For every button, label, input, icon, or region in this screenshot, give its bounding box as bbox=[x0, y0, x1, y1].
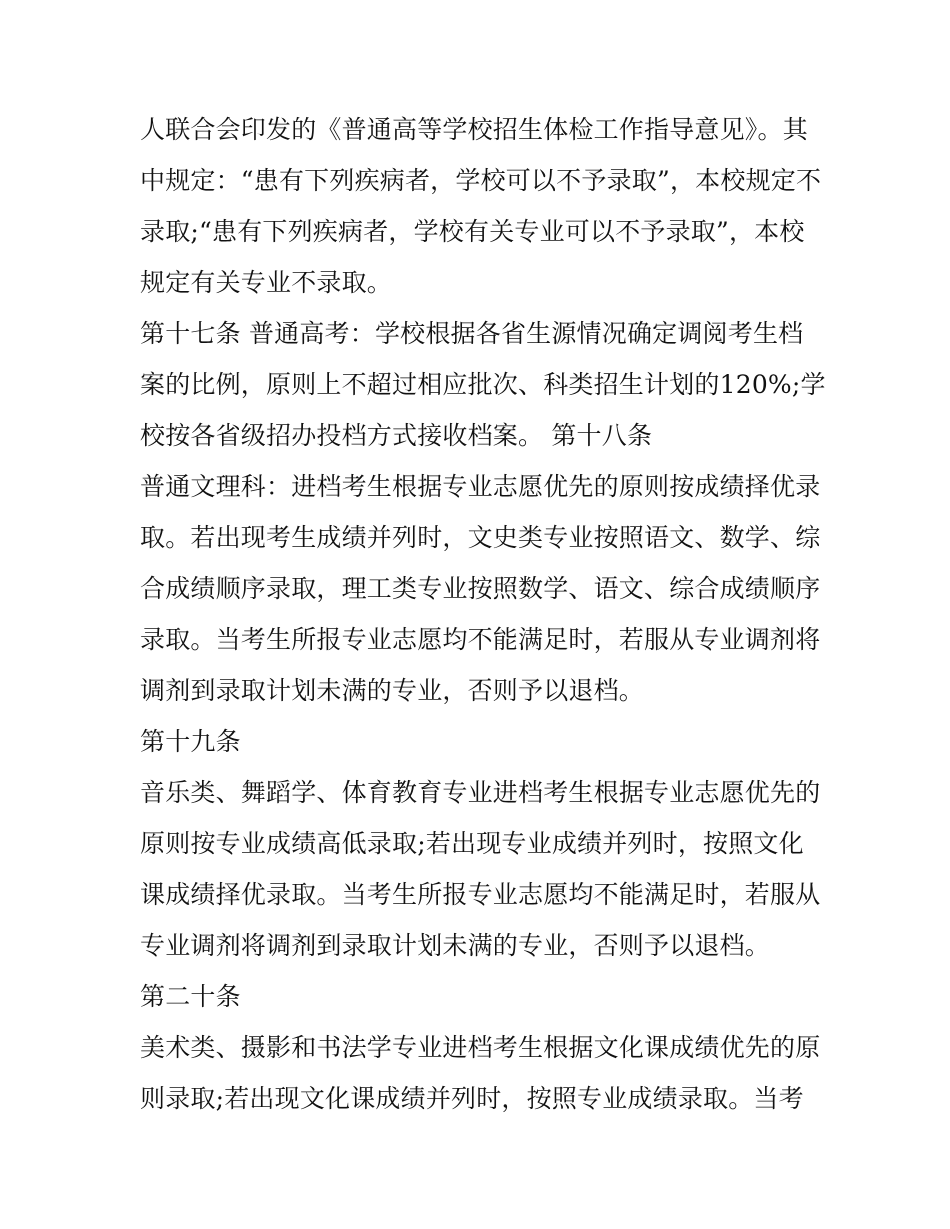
article-19-heading: 第十九条 bbox=[140, 727, 241, 756]
text-line: 调剂到录取计划未满的专业，否则予以退档。 bbox=[140, 676, 645, 705]
text-line: 专业调剂将调剂到录取计划未满的专业，否则予以退档。 bbox=[140, 931, 771, 960]
text-line: 课成绩择优录取。当考生所报专业志愿均不能满足时，若服从 bbox=[140, 880, 821, 909]
text-line: 录取。当考生所报专业志愿均不能满足时，若服从专业调剂将 bbox=[140, 625, 821, 654]
text-line: 中规定：“患有下列疾病者，学校可以不予录取”，本校规定不 bbox=[140, 166, 822, 195]
text-line: 美术类、摄影和书法学专业进档考生根据文化课成绩优先的原 bbox=[140, 1033, 821, 1062]
text-line: 则录取;若出现文化课成绩并列时，按照专业成绩录取。当考 bbox=[140, 1084, 804, 1113]
document-body bbox=[140, 110, 826, 1130]
text-line: 录取;“患有下列疾病者，学校有关专业可以不予录取”，本校 bbox=[140, 217, 805, 246]
text-line: 普通文理科：进档考生根据专业志愿优先的原则按成绩择优录 bbox=[140, 472, 821, 501]
text-line: 人联合会印发的《普通高等学校招生体检工作指导意见》。其 bbox=[140, 115, 808, 144]
text-line: 校按各省级招办投档方式接收档案。 第十八条 bbox=[140, 421, 653, 450]
article-20-heading: 第二十条 bbox=[140, 982, 241, 1011]
text-line: 规定有关专业不录取。 bbox=[140, 268, 393, 297]
text-line: 原则按专业成绩高低录取;若出现专业成绩并列时，按照文化 bbox=[140, 829, 804, 858]
text-line: 案的比例，原则上不超过相应批次、科类招生计划的120%;学 bbox=[140, 370, 826, 399]
article-17-line: 第十七条 普通高考：学校根据各省生源情况确定调阅考生档 bbox=[140, 319, 804, 348]
text-line: 合成绩顺序录取，理工类专业按照数学、语文、综合成绩顺序 bbox=[140, 574, 821, 603]
text-line: 取。若出现考生成绩并列时，文史类专业按照语文、数学、综 bbox=[140, 523, 821, 552]
text-line: 音乐类、舞蹈学、体育教育专业进档考生根据专业志愿优先的 bbox=[140, 778, 821, 807]
